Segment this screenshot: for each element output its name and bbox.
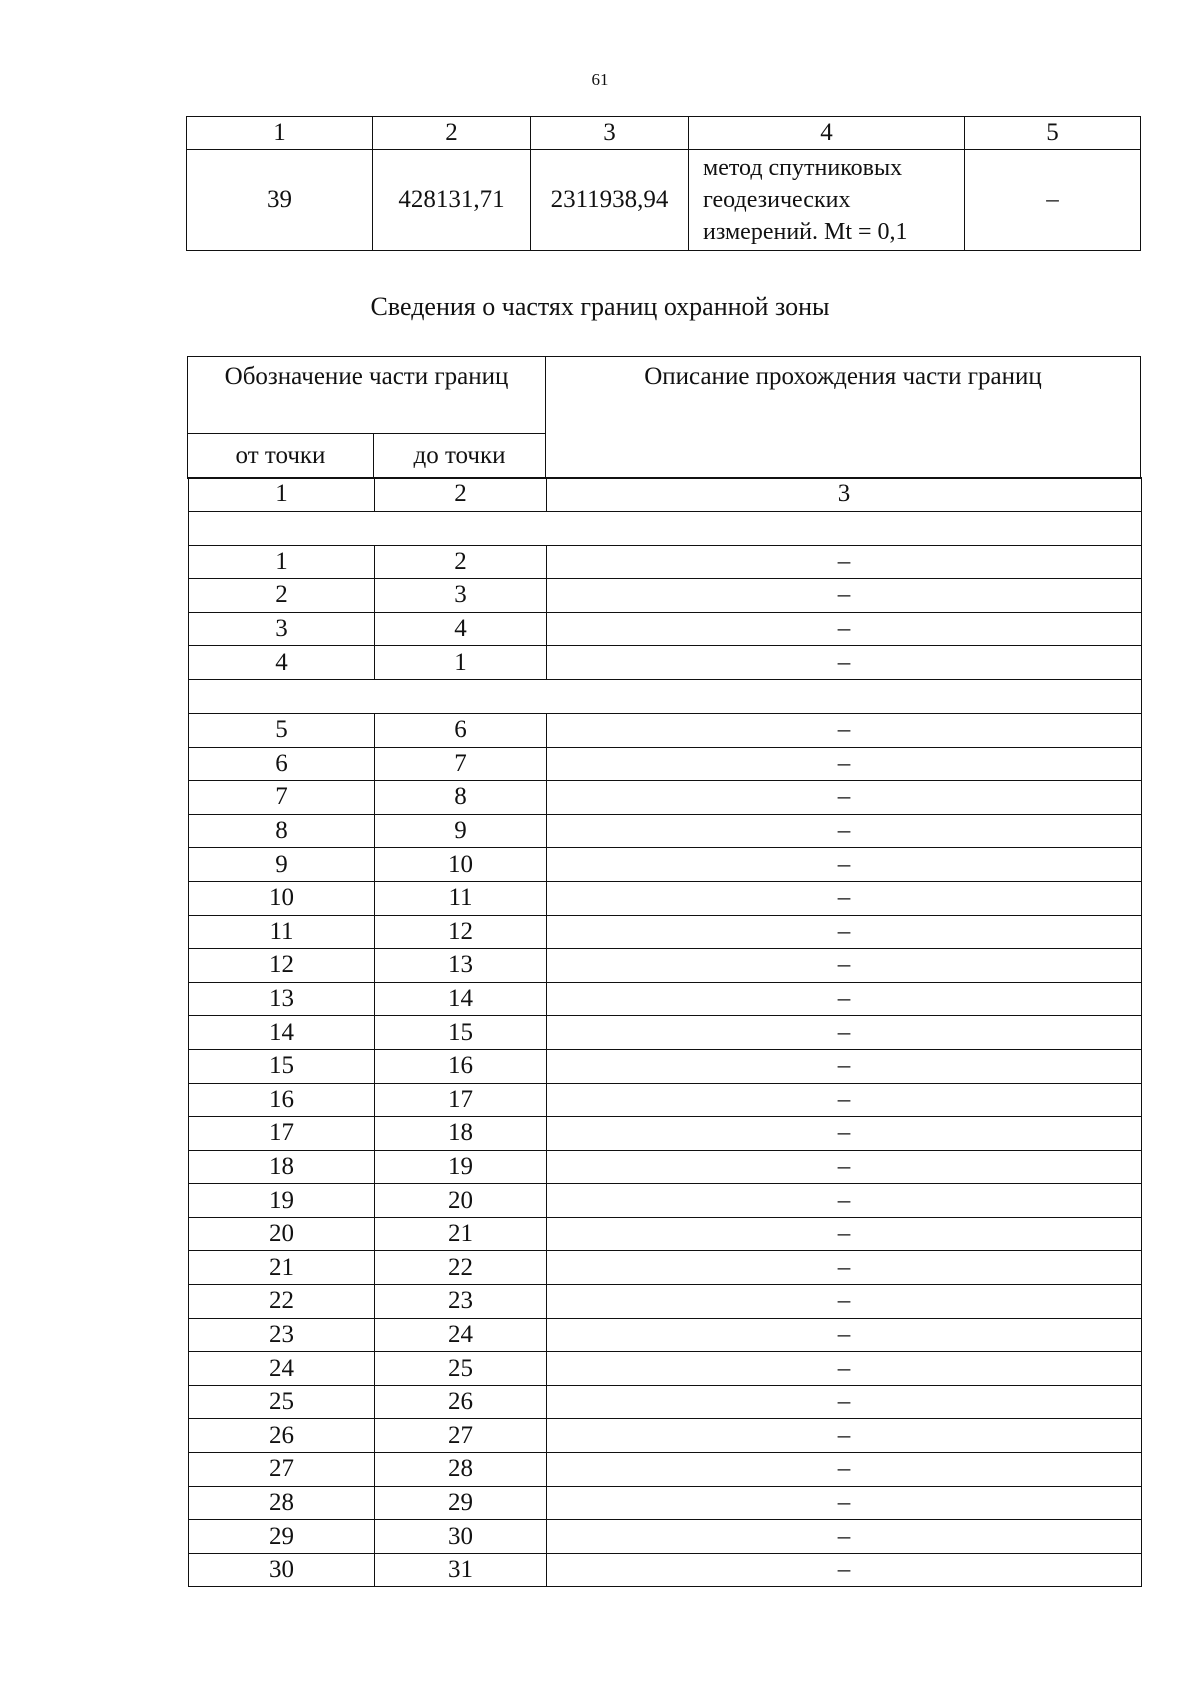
description-cell: – (547, 1486, 1142, 1520)
table-row (189, 1553, 1142, 1587)
coordinates-header-row (187, 117, 1141, 150)
to-point-cell: 29 (375, 1486, 547, 1520)
to-point-cell: 30 (375, 1520, 547, 1554)
to-point-header: до точки (374, 434, 546, 479)
from-point-cell: 13 (189, 982, 375, 1016)
description-cell: – (547, 646, 1142, 680)
description-cell: – (547, 848, 1142, 882)
parts-table-header (187, 356, 1141, 479)
parts-header-row-top (188, 357, 1141, 434)
from-point-cell: 30 (189, 1553, 375, 1587)
col5-cell: – (965, 150, 1141, 251)
to-point-cell: 16 (375, 1049, 547, 1083)
description-cell: – (547, 612, 1142, 646)
table-row (189, 747, 1142, 781)
from-point-cell: 3 (189, 612, 375, 646)
description-header: Описание прохождения части границ (546, 357, 1141, 479)
from-point-cell: 23 (189, 1318, 375, 1352)
to-point-cell: 2 (375, 545, 547, 579)
table-row (189, 612, 1142, 646)
to-point-cell: 19 (375, 1150, 547, 1184)
to-point-cell: 24 (375, 1318, 547, 1352)
from-point-cell: 21 (189, 1251, 375, 1285)
coordinates-header-cell: 3 (531, 117, 689, 150)
part-group-row (189, 511, 1142, 545)
to-point-cell: 6 (375, 713, 547, 747)
table-row (189, 915, 1142, 949)
part-group-row (189, 679, 1142, 713)
table-row (189, 781, 1142, 815)
from-point-cell: 1 (189, 545, 375, 579)
coordinates-row (187, 150, 1141, 251)
from-point-cell: 4 (189, 646, 375, 680)
table-row (189, 579, 1142, 613)
to-point-cell: 31 (375, 1553, 547, 1587)
from-point-cell: 15 (189, 1049, 375, 1083)
parts-table-body (189, 478, 1142, 1587)
to-point-cell: 12 (375, 915, 547, 949)
to-point-cell: 28 (375, 1453, 547, 1487)
table-row (189, 1352, 1142, 1386)
to-point-cell: 17 (375, 1083, 547, 1117)
description-cell: – (547, 1150, 1142, 1184)
table-row (189, 1217, 1142, 1251)
table-row (189, 1285, 1142, 1319)
description-cell: – (547, 814, 1142, 848)
from-point-cell: 6 (189, 747, 375, 781)
page-number: 61 (591, 70, 609, 89)
to-point-cell: 20 (375, 1184, 547, 1218)
description-cell: – (547, 1419, 1142, 1453)
table-row (189, 1385, 1142, 1419)
to-point-cell: 22 (375, 1251, 547, 1285)
to-point-cell: 14 (375, 982, 547, 1016)
from-point-cell: 22 (189, 1285, 375, 1319)
description-cell: – (547, 949, 1142, 983)
description-cell: – (547, 1049, 1142, 1083)
description-cell: – (547, 881, 1142, 915)
description-cell: – (547, 1553, 1142, 1587)
y-coordinate-cell: 2311938,94 (531, 150, 689, 251)
to-point-cell: 7 (375, 747, 547, 781)
from-point-cell: 9 (189, 848, 375, 882)
to-point-cell: 27 (375, 1419, 547, 1453)
table-row (189, 1419, 1142, 1453)
from-point-cell: 2 (189, 579, 375, 613)
to-point-cell: 21 (375, 1217, 547, 1251)
description-cell: – (547, 545, 1142, 579)
table-row (189, 982, 1142, 1016)
column-number-cell: 2 (375, 478, 547, 512)
description-cell: – (547, 1520, 1142, 1554)
table-row (189, 545, 1142, 579)
from-point-cell: 11 (189, 915, 375, 949)
description-cell: – (547, 1184, 1142, 1218)
to-point-cell: 9 (375, 814, 547, 848)
point-number-cell: 39 (187, 150, 373, 251)
table-row (189, 713, 1142, 747)
from-point-cell: 26 (189, 1419, 375, 1453)
from-point-cell: 28 (189, 1486, 375, 1520)
coordinates-header-cell: 5 (965, 117, 1141, 150)
method-line: измерений. Mt = 0,1 (703, 219, 908, 245)
table-row (189, 949, 1142, 983)
to-point-cell: 11 (375, 881, 547, 915)
from-point-cell: 18 (189, 1150, 375, 1184)
method-line: метод спутниковых (703, 155, 903, 181)
table-row (189, 814, 1142, 848)
from-point-cell: 17 (189, 1117, 375, 1151)
column-number-row (189, 478, 1142, 512)
coordinates-header-cell: 1 (187, 117, 373, 150)
method-line: геодезических (703, 187, 851, 213)
table-row (189, 881, 1142, 915)
section-title: Сведения о частях границ охранной зоны (370, 292, 830, 321)
table-row (189, 1520, 1142, 1554)
column-number-cell: 1 (189, 478, 375, 512)
description-cell: – (547, 915, 1142, 949)
coordinates-header-cell: 2 (373, 117, 531, 150)
description-cell: – (547, 1352, 1142, 1386)
to-point-cell: 10 (375, 848, 547, 882)
table-row (189, 1251, 1142, 1285)
part-group-label (189, 511, 1142, 545)
description-cell: – (547, 579, 1142, 613)
description-cell: – (547, 1083, 1142, 1117)
to-point-cell: 8 (375, 781, 547, 815)
from-point-cell: 5 (189, 713, 375, 747)
to-point-cell: 13 (375, 949, 547, 983)
designation-header: Обозначение части границ (188, 357, 546, 434)
to-point-cell: 25 (375, 1352, 547, 1386)
coordinates-table-continuation (186, 116, 1141, 251)
from-point-cell: 8 (189, 814, 375, 848)
part-group-label (189, 679, 1142, 713)
column-number-cell: 3 (547, 478, 1142, 512)
table-row (189, 848, 1142, 882)
description-cell: – (547, 1285, 1142, 1319)
description-cell: – (547, 1117, 1142, 1151)
description-cell: – (547, 1318, 1142, 1352)
to-point-cell: 1 (375, 646, 547, 680)
table-row (189, 1083, 1142, 1117)
table-row (189, 1117, 1142, 1151)
from-point-cell: 27 (189, 1453, 375, 1487)
from-point-cell: 12 (189, 949, 375, 983)
from-point-cell: 20 (189, 1217, 375, 1251)
from-point-header: от точки (188, 434, 374, 479)
table-row (189, 1453, 1142, 1487)
description-cell: – (547, 1453, 1142, 1487)
table-row (189, 646, 1142, 680)
method-cell (689, 150, 965, 251)
description-cell: – (547, 747, 1142, 781)
to-point-cell: 26 (375, 1385, 547, 1419)
description-cell: – (547, 1016, 1142, 1050)
from-point-cell: 16 (189, 1083, 375, 1117)
description-cell: – (547, 1217, 1142, 1251)
description-cell: – (547, 1385, 1142, 1419)
x-coordinate-cell: 428131,71 (373, 150, 531, 251)
from-point-cell: 19 (189, 1184, 375, 1218)
description-cell: – (547, 982, 1142, 1016)
description-cell: – (547, 713, 1142, 747)
description-cell: – (547, 1251, 1142, 1285)
table-row (189, 1318, 1142, 1352)
from-point-cell: 10 (189, 881, 375, 915)
from-point-cell: 14 (189, 1016, 375, 1050)
to-point-cell: 15 (375, 1016, 547, 1050)
table-row (189, 1184, 1142, 1218)
from-point-cell: 25 (189, 1385, 375, 1419)
coordinates-header-cell: 4 (689, 117, 965, 150)
table-row (189, 1016, 1142, 1050)
description-cell: – (547, 781, 1142, 815)
to-point-cell: 3 (375, 579, 547, 613)
from-point-cell: 24 (189, 1352, 375, 1386)
table-row (189, 1150, 1142, 1184)
to-point-cell: 4 (375, 612, 547, 646)
from-point-cell: 29 (189, 1520, 375, 1554)
parts-table (188, 477, 1142, 1587)
to-point-cell: 23 (375, 1285, 547, 1319)
to-point-cell: 18 (375, 1117, 547, 1151)
table-row (189, 1049, 1142, 1083)
from-point-cell: 7 (189, 781, 375, 815)
table-row (189, 1486, 1142, 1520)
